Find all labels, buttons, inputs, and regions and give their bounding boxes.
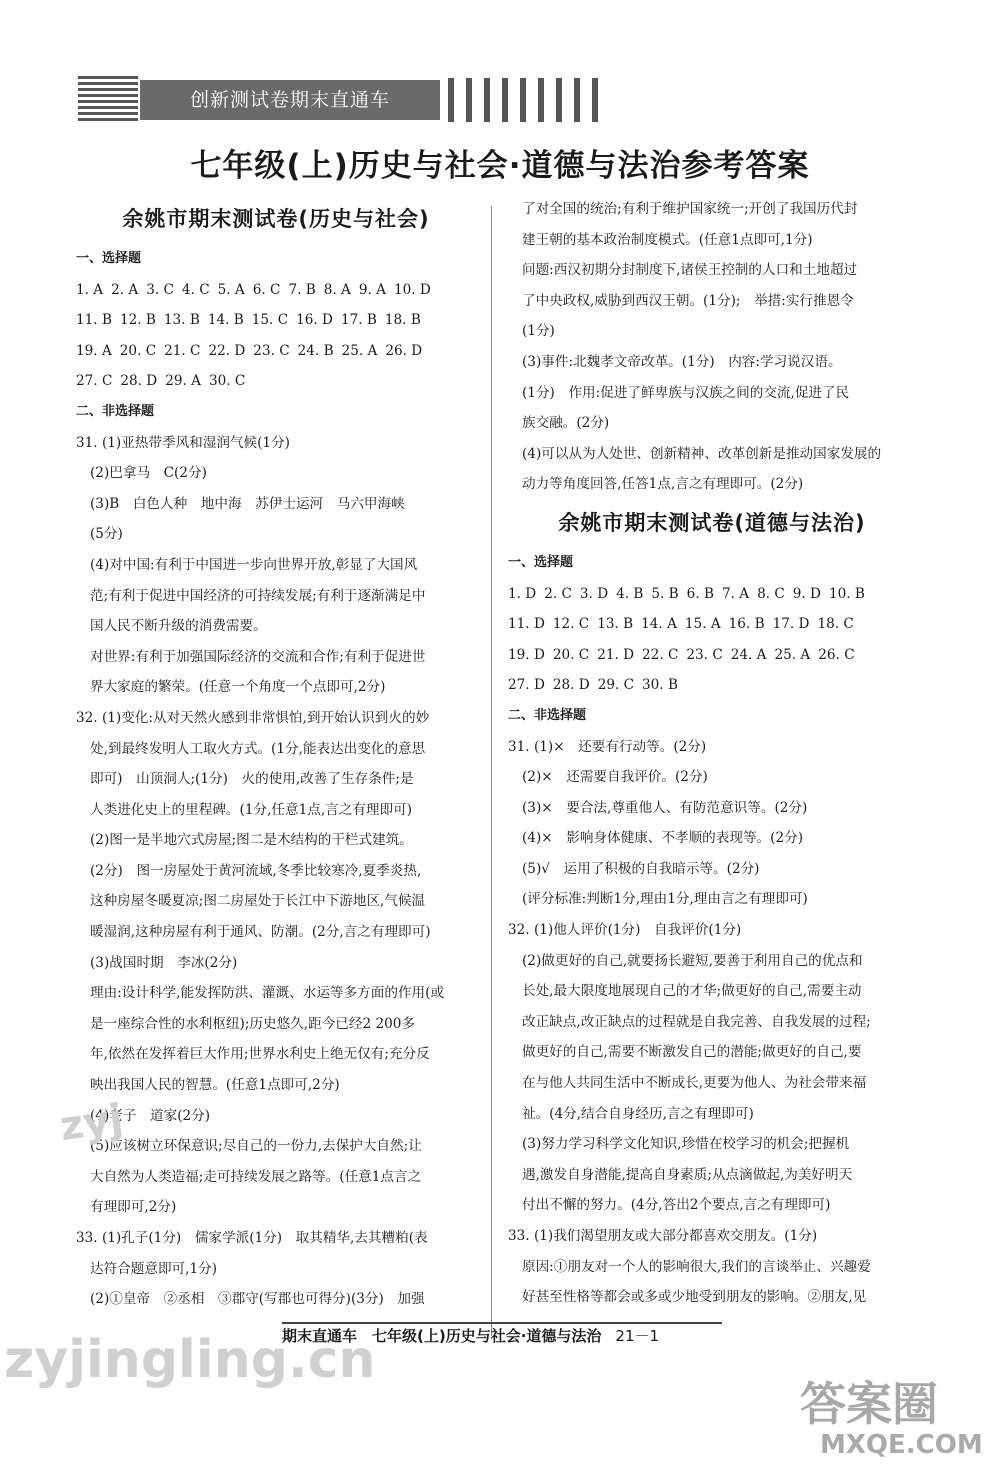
ethics-mc-answer: 3. D	[579, 585, 609, 602]
ethics-answer-line: 改正缺点,改正缺点的过程就是自我完善、自我发展的过程;	[522, 1013, 871, 1030]
history-cont-answer-line: 问题:西汉初期分封制度下,诸侯王控制的人口和土地超过	[522, 262, 858, 279]
ethics-section-title: 余姚市期末测试卷(道德与法治)	[558, 510, 866, 535]
ethics-answer-line: 遇,激发自身潜能,提高自身素质;从点滴做起,为美好明天	[522, 1166, 853, 1183]
history-mc-answer: 26. D	[385, 342, 423, 359]
history-mc-answer: 2. A	[111, 281, 139, 298]
history-answer-line: 人类进化史上的里程碑。(1分,任意1点,言之有理即可)	[90, 801, 413, 818]
ethics-mc-answer: 30. B	[642, 677, 678, 694]
history-mc-answers	[76, 275, 476, 397]
history-section-title: 余姚市期末测试卷(历史与社会)	[122, 207, 430, 231]
series-banner	[78, 76, 498, 124]
history-answer-line: 国人民不断升级的消费需要。	[90, 618, 267, 635]
history-mc-answer: 30. C	[208, 373, 246, 390]
history-answer-line: 对世界:有利于加强国际经济的交流和合作;有利于促进世	[90, 648, 426, 665]
history-answer-line: 即可) 山顶洞人;(1分) 火的使用,改善了生存条件;是	[90, 771, 414, 788]
history-mc-answer: 22. D	[208, 342, 246, 359]
history-answer-line: 31. (1)亚热带季风和湿润气候(1分)	[76, 434, 290, 451]
ethics-mc-answer: 6. B	[686, 585, 714, 602]
history-answer-line: 理由:设计科学,能发挥防洪、灌溉、水运等多方面的作用(或	[90, 985, 445, 1002]
ethics-mc-answer: 20. C	[552, 646, 590, 663]
ethics-mc-answer: 25. A	[774, 646, 811, 663]
history-answer-line: (2)图一是半地穴式房屋;图二是木结构的干栏式建筑。	[90, 832, 413, 849]
history-answer-line: 界大家庭的繁荣。(任意一个角度一个点即可,2分)	[90, 679, 386, 696]
history-answer-line: 暖湿润,这种房屋有利于通风、防潮。(2分,言之有理即可)	[90, 924, 431, 941]
ethics-mc-answer: 7. A	[721, 585, 750, 602]
history-answer-line: 映出我国人民的智慧。(任意1点即可,2分)	[90, 1077, 340, 1094]
ethics-mc-answer: 23. C	[686, 646, 723, 663]
ethics-answer-line: 长处,最大限度地展现自己的才华;做更好的自己,需要主动	[522, 983, 862, 1000]
ethics-nonmc-heading: 二、非选择题	[508, 707, 587, 723]
history-cont-answer-line: 了对全国的统治;有利于维护国家统一;开创了我国历代封	[522, 201, 858, 217]
history-mc-answer: 16. D	[296, 312, 333, 329]
page-number: 21－1	[615, 1327, 660, 1345]
history-mc-answer: 13. B	[163, 312, 200, 329]
history-mc-answer: 27. C	[76, 373, 113, 390]
ethics-answer-line: 31. (1)× 还要有行动等。(2分)	[508, 738, 707, 755]
right-column	[508, 194, 916, 1313]
history-cont-answer-line: 族交融。(2分)	[522, 415, 610, 432]
history-cont-answer-line: 建王朝的基本政治制度模式。(任意1点即可,1分)	[522, 231, 813, 248]
ethics-mc-answer: 14. A	[641, 616, 677, 633]
history-mc-answer: 1. A	[76, 281, 104, 298]
history-mc-answer: 10. D	[393, 281, 431, 298]
history-answer-line: 范;有利于促进中国经济的可持续发展;有利于逐渐满足中	[90, 587, 426, 604]
history-answer-line: 33. (1)孔子(1分) 儒家学派(1分) 取其精华,去其糟粕(表	[76, 1230, 428, 1246]
history-mc-answer: 11. B	[76, 312, 112, 329]
ethics-mc-answer: 26. C	[818, 646, 855, 663]
history-mc-answer: 12. B	[119, 312, 156, 329]
history-mc-answer: 23. C	[253, 342, 290, 359]
ethics-mc-answer: 28. D	[552, 677, 590, 694]
history-answer-line: (2)①皇帝 ②丞相 ③郡守(写郡也可得分)(3分) 加强	[90, 1291, 425, 1308]
banner-bars	[448, 78, 598, 122]
ethics-mc-answer: 1. D	[508, 585, 537, 602]
history-mc-heading: 一、选择题	[76, 251, 142, 266]
ethics-answer-line: (4)× 影响身体健康、不孝顺的表现等。(2分)	[522, 830, 803, 847]
history-answer-line: 达符合题意即可,1分)	[90, 1260, 218, 1277]
ethics-mc-answer: 4. B	[616, 585, 644, 602]
history-mc-answer: 19. A	[76, 342, 112, 359]
ethics-mc-answer: 8. C	[757, 585, 785, 602]
ethics-mc-answer: 5. B	[651, 585, 679, 602]
ethics-answer-line: (5)√ 运用了积极的自我暗示等。(2分)	[522, 860, 760, 877]
ethics-mc-answer: 2. C	[544, 585, 572, 602]
ethics-mc-answer: 19. D	[508, 646, 545, 663]
history-answer-line: 处,到最终发明人工取火方式。(1分,能表达出变化的意思	[90, 740, 426, 757]
ethics-answer-line: 在与他人共同生活中不断成长,更要为他人、为社会带来福	[522, 1075, 867, 1092]
ethics-mc-answer: 15. A	[684, 616, 721, 633]
history-answer-line: 这种房屋冬暖夏凉;图二房屋处于长江中下游地区,气候温	[90, 893, 426, 910]
history-mc-row	[76, 275, 476, 306]
history-mc-answer: 21. C	[164, 342, 201, 359]
banner-stripes	[78, 76, 138, 124]
history-answer-text	[76, 428, 476, 1315]
history-mc-answer: 3. C	[146, 281, 174, 298]
history-cont-answer-line: (1分) 作用:促进了鲜卑族与汉族之间的交流,促进了民	[522, 384, 850, 401]
ethics-mc-answer: 11. D	[508, 616, 545, 633]
logo-url: MXQE.COM	[820, 1430, 983, 1460]
ethics-mc-answer: 21. D	[597, 646, 635, 663]
history-mc-answer: 9. A	[358, 281, 386, 298]
history-cont-answer-line: (4)可以从为人处世、创新精神、改革创新是推动国家发展的	[522, 445, 882, 462]
history-mc-row	[76, 366, 476, 397]
ethics-answer-line: 付出不懈的努力。(4分,答出2个要点,言之有理即可)	[522, 1197, 831, 1214]
ethics-mc-row	[508, 609, 916, 640]
watermark-small: zyj	[57, 1095, 126, 1151]
history-mc-answer: 18. B	[384, 312, 421, 329]
history-mc-answer: 14. B	[207, 312, 244, 329]
history-answer-line: (3)B 白色人种 地中海 苏伊士运河 马六甲海峡	[90, 495, 405, 512]
history-answer-continued	[508, 194, 916, 500]
ethics-mc-answer: 29. C	[597, 677, 635, 694]
history-mc-answer: 15. C	[251, 312, 289, 329]
ethics-mc-answer: 13. B	[597, 616, 634, 633]
history-mc-answer: 28. D	[120, 373, 158, 390]
ethics-answer-line: 33. (1)我们渴望朋友或大部分都喜欢交朋友。(1分)	[508, 1228, 818, 1244]
history-mc-answer: 17. B	[340, 312, 377, 329]
left-column	[76, 196, 476, 1315]
history-mc-answer: 29. A	[165, 373, 201, 390]
history-mc-answer: 6. C	[252, 281, 281, 298]
history-mc-row	[76, 305, 476, 336]
history-mc-answer: 20. C	[119, 342, 157, 359]
banner-label: 创新测试卷期末直通车	[140, 80, 440, 120]
history-answer-line: 32. (1)变化:从对天然火感到非常惧怕,到开始认识到火的妙	[76, 709, 430, 726]
ethics-mc-answer: 22. C	[642, 646, 679, 663]
history-mc-answer: 8. A	[323, 281, 351, 298]
ethics-mc-row	[508, 640, 916, 671]
ethics-mc-answer: 10. B	[828, 585, 865, 602]
history-answer-line: (4)对中国:有利于中国进一步向世界开放,彰显了大国风	[90, 556, 418, 573]
site-logo	[800, 1378, 990, 1463]
history-answer-line: (3)战国时期 李冰(2分)	[90, 954, 238, 971]
history-answer-line: 年,依然在发挥着巨大作用;世界水利史上绝无仅有;充分反	[90, 1046, 430, 1063]
ethics-mc-row	[508, 579, 916, 610]
history-answer-line: (5)应该树立环保意识;尽自己的一份力,去保护大自然;让	[90, 1138, 422, 1155]
history-answer-line: 是一座综合性的水利枢纽);历史悠久,距今已经2 200多	[90, 1015, 415, 1032]
history-answer-line: 有理即可,2分)	[90, 1199, 177, 1216]
history-answer-line: (2分) 图一房屋处于黄河流域,冬季比较寒冷,夏季炎热,	[90, 862, 422, 879]
history-cont-answer-line: 了中央政权,威胁到西汉王朝。(1分); 举措:实行推恩令	[522, 292, 854, 309]
history-answer-line: (4)老子 道家(2分)	[90, 1107, 211, 1124]
ethics-answer-line: 32. (1)他人评价(1分) 自我评价(1分)	[508, 922, 742, 939]
watermark-site: zyjingling.cn	[4, 1330, 376, 1390]
footer-text: 期末直通车 七年级(上)历史与社会·道德与法治	[282, 1327, 602, 1345]
ethics-mc-answer: 12. C	[552, 616, 590, 633]
ethics-answer-line: 做更好的自己,需要不断激发自己的潜能;做更好的自己,要	[522, 1044, 862, 1061]
ethics-answer-line: (3)× 要合法,尊重他人、有防范意识等。(2分)	[522, 799, 808, 816]
ethics-answer-text	[508, 732, 916, 1313]
history-answer-line: (5分)	[90, 526, 123, 543]
ethics-answer-line: (评分标准:判断1分,理由1分,理由言之有理即可)	[522, 891, 808, 908]
history-cont-answer-line: 动力等角度回答,任答1点,言之有理即可。(2分)	[522, 476, 804, 493]
ethics-mc-answer: 24. A	[730, 646, 767, 663]
history-cont-answer-line: (1分)	[522, 323, 555, 340]
history-mc-answer: 4. C	[181, 281, 210, 298]
column-divider	[491, 206, 492, 1336]
history-cont-answer-line: (3)事件:北魏孝文帝改革。(1分) 内容:学习说汉语。	[522, 353, 842, 370]
ethics-answer-line: (3)努力学习科学文化知识,珍惜在校学习的机会;把握机	[522, 1136, 850, 1153]
history-nonmc-heading: 二、非选择题	[76, 403, 155, 419]
ethics-answer-line: (2)× 还需要自我评价。(2分)	[522, 769, 708, 786]
history-mc-row	[76, 336, 476, 367]
ethics-answer-line: 祉。(4分,结合自身经历,言之有理即可)	[522, 1105, 754, 1122]
history-mc-answer: 24. B	[297, 342, 334, 359]
ethics-answer-line: 好甚至性格等都会或多或少地受到朋友的影响。②朋友,见	[522, 1289, 867, 1306]
ethics-mc-answer: 27. D	[508, 677, 545, 694]
ethics-mc-answer: 17. D	[772, 616, 810, 633]
ethics-mc-answer: 18. C	[817, 616, 854, 633]
ethics-answer-line: 原因:①朋友对一个人的影响很大,我们的言谈举止、兴趣爱	[522, 1258, 871, 1275]
ethics-mc-answer: 16. B	[728, 616, 765, 633]
history-answer-line: (2)巴拿马 C(2分)	[90, 465, 207, 482]
ethics-mc-heading: 一、选择题	[508, 554, 574, 570]
ethics-answer-line: (2)做更好的自己,就要扬长避短,要善于利用自己的优点和	[522, 952, 863, 969]
history-answer-line: 大自然为人类造福;走可持续发展之路等。(任意1点言之	[90, 1168, 422, 1185]
page-title: 七年级(上)历史与社会·道德与法治参考答案	[190, 148, 810, 184]
history-mc-answer: 7. B	[288, 281, 316, 298]
history-mc-answer: 25. A	[341, 342, 378, 359]
ethics-mc-answer: 9. D	[792, 585, 821, 602]
logo-mark: 答案圈	[800, 1377, 938, 1431]
ethics-mc-answers	[508, 579, 916, 701]
ethics-mc-row	[508, 670, 916, 701]
history-mc-answer: 5. A	[217, 281, 245, 298]
